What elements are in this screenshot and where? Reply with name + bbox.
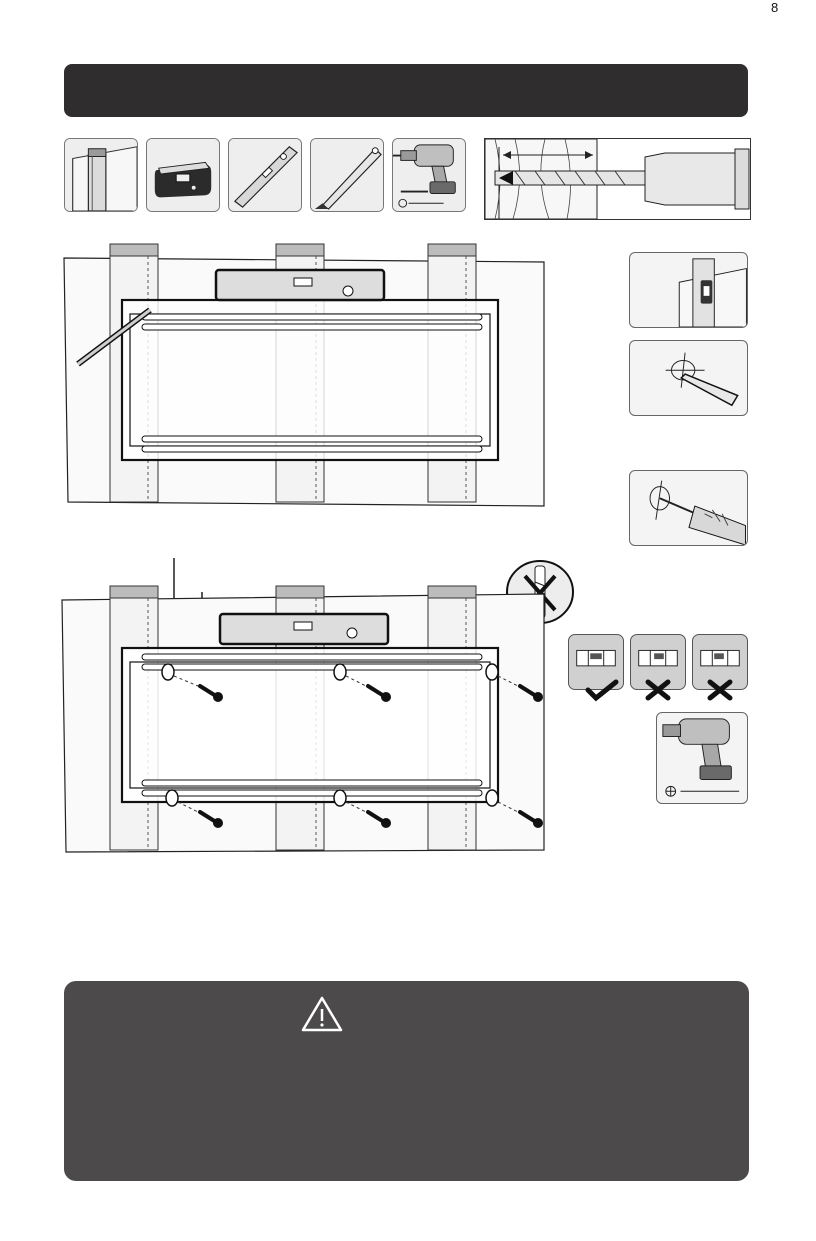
- power-drill-icon: [392, 138, 466, 212]
- warning-panel: [64, 981, 749, 1181]
- stud-finder-icon: [146, 138, 220, 212]
- mark-holes-icon: [629, 340, 748, 416]
- drive-screw-drill-icon: [656, 712, 748, 804]
- cross-icon: [710, 682, 730, 698]
- spirit-level-icon: [228, 138, 302, 212]
- section-header-bar: [64, 64, 748, 117]
- drill-pilot-hole-icon: [629, 470, 748, 546]
- pencil-icon: [310, 138, 384, 212]
- wall-mounting-diagram: [54, 558, 549, 854]
- drill-bit-depth-icon: [484, 138, 751, 220]
- cross-icon: [648, 682, 668, 698]
- wall-marking-diagram: [54, 240, 549, 508]
- page-corner-number: 8: [771, 0, 779, 15]
- wall-stud-icon: [64, 138, 138, 212]
- locate-studs-icon: [629, 252, 748, 328]
- warning-triangle-icon: [300, 995, 344, 1033]
- level-check-marks: [582, 678, 750, 702]
- check-icon: [588, 682, 616, 698]
